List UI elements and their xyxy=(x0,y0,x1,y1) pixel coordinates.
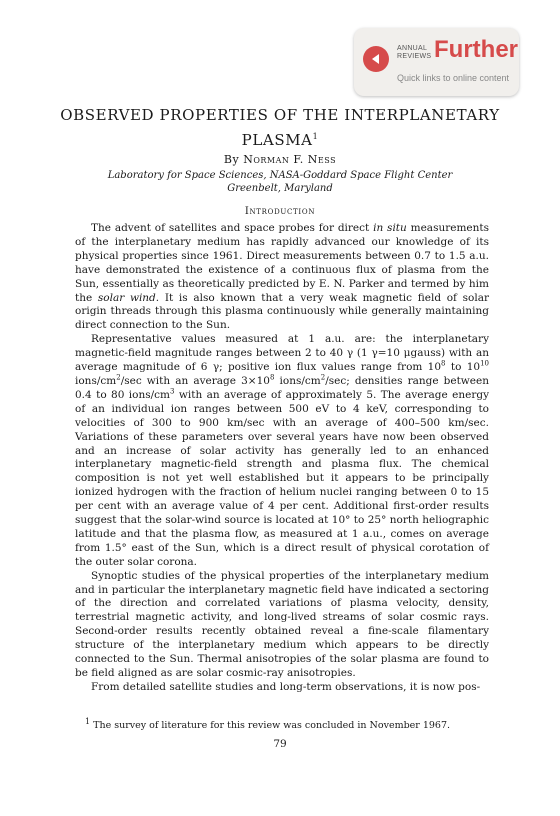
affiliation-line2: Greenbelt, Maryland xyxy=(227,183,333,194)
paragraph: From detailed satellite studies and long-term observations, it is now pos- xyxy=(91,680,481,693)
paragraph: Representative values measured at 1 a.u. are: the interplanetary magnetic-field magnitude ranges between 2 to 40 γ (1 γ=10 μgauss) with an average magnitude of 6 γ; positive ion flux values range from $10^8$ to $10^{10}$ ions/$cm^2/\sec$ with an average $3\times 10^8$ ions/$cm^2/\sec$; densities range between 0.4 to 80 ions/$cm^3$ with an average of approximately 5. The average energy of an individual ion ranges between 500 eV to 4 keV, corresponding to velocities of 300 to 900 km/sec with an average of 400–500 km/sec. Variations of these parameters over several years have now been observed and an increase of solar activity has generally led to an enhanced interplanetary magnetic-field strength and plasma flux. The chemical composition is not yet well established but it appears to be principally ionized hydrogen with the fraction of helium nuclei ranging between 0 to 15 per cent with an average value of 4 per cent. Additional first-order results suggest that the solar-wind source is located at 10° to 25° north heliographic latitude and that the plasma flow, as measured at 1 a.u., comes on average from 1.5° east of the Sun, which is a direct result of physical corotation of the outer solar corona. xyxy=(75,333,490,568)
affiliation xyxy=(60,169,500,195)
title-text: OBSERVED PROPERTIES OF THE INTERPLANETARY PLASMA xyxy=(60,106,500,149)
author-line xyxy=(60,153,500,166)
paragraph: The advent of satellites and space probes for direct in situ measurements of the interplanetary medium has rapidly advanced our knowledge of its physical properties since 1961. Direct measurements between 0.7 to 1.5 a.u. have demonstrated the existence of a continuous flux of plasma from the Sun, essentially as theoretically predicted by E. N. Parker and termed by him the solar wind. It is also known that a very weak magnetic field of solar origin threads through this plasma continuously while generally maintaining direct connection to the Sun. xyxy=(75,222,489,332)
title-footnote-mark: 1 xyxy=(312,132,319,141)
footnote xyxy=(75,716,489,732)
paragraph: Synoptic studies of the physical properties of the interplanetary medium and in particular the interplanetary magnetic field have indicated a sectoring of the direction and correlated variations of plasma velocity, density, terrestrial magnetic activity, and long-lived streams of solar cosmic rays. Second-order results recently obtained reveal a fine-scale filamentary structure of the interplanetary medium which appears to be directly connected to the Sun. Thermal anisotropies of the solar plasma are found to be field aligned as are solar cosmic-ray anisotropies. xyxy=(75,569,489,679)
article-body xyxy=(75,222,489,695)
footnote-mark: 1 xyxy=(85,717,91,726)
section-heading: Introduction xyxy=(244,206,316,217)
author-name: Norman F. Ness xyxy=(243,153,337,166)
further-label: Further xyxy=(434,36,518,63)
further-subtitle: Quick links to online content xyxy=(397,73,510,83)
further-badge[interactable] xyxy=(354,28,519,96)
badge-line2: REVIEWS xyxy=(397,53,432,60)
annual-reviews-logo xyxy=(397,45,433,61)
left-arrow-icon xyxy=(363,46,389,72)
affiliation-line1: Laboratory for Space Sciences, NASA-Goddard Space Flight Center xyxy=(107,170,453,181)
page-number: 79 xyxy=(273,738,287,750)
article-title xyxy=(60,105,500,151)
badge-line1: ANNUAL xyxy=(397,45,428,52)
author-prefix: By xyxy=(223,153,244,166)
footnote-text: The survey of literature for this review was concluded in November 1967. xyxy=(93,720,451,732)
